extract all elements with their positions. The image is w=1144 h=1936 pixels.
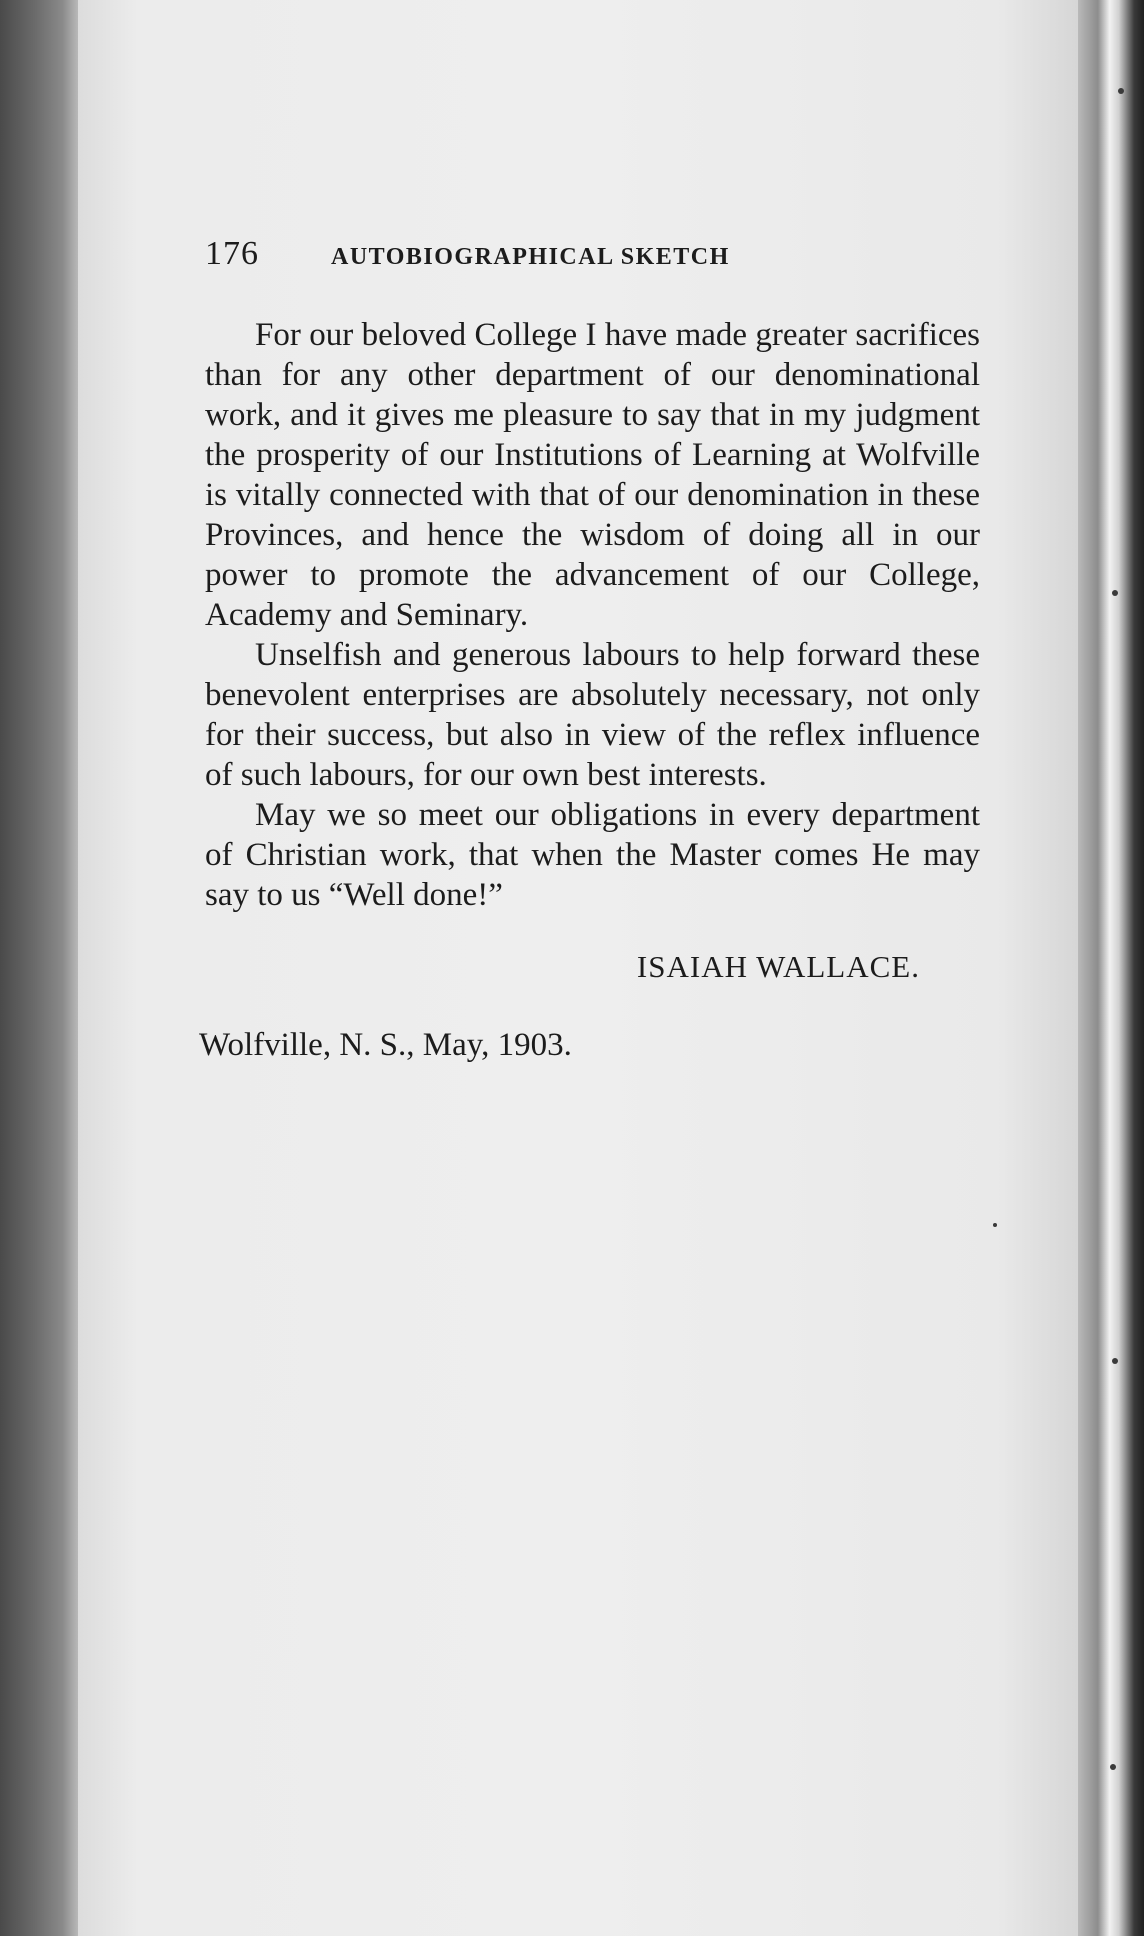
- running-head-title: [331, 243, 980, 271]
- page-text: [199, 235, 980, 1064]
- book-page-edge-right: [1078, 0, 1144, 1936]
- page-number: 176: [205, 235, 259, 272]
- scan-speck: [1110, 1764, 1116, 1770]
- scan-speck: [993, 1223, 997, 1227]
- body-paragraph: Unselfish and generous labours to help forward these benevolent enterprises are absolutely necessary, not only for their success, but also in view of the reflex influence of such labours, for our own best interests.: [205, 637, 980, 793]
- scan-speck: [1112, 590, 1118, 596]
- signature: ISAIAH WALLACE.: [636, 949, 920, 984]
- scan-speck: [1112, 1358, 1118, 1364]
- running-head-title-text: AUTOBIOGRAPHICAL SKETCH: [331, 244, 730, 270]
- body-paragraph: May we so meet our obligations in every department of Christian work, that when the Master comes He may say to us “Well done!”: [205, 797, 980, 913]
- running-head: [205, 235, 980, 291]
- book-spine-left: [0, 0, 78, 1936]
- dateline: Wolfville, N. S., May, 1903.: [199, 1027, 572, 1063]
- body-paragraph: For our beloved College I have made greater sacrifices than for any other department of our denominational work, and it gives me pleasure to say that in my judgment the prosperity of our Institutions of Learning at Wolfville is vitally connected with that of our denomination in these Provinces, and hence the wisdom of doing all in our power to promote the advancement of our College, Academy and Seminary.: [205, 317, 980, 633]
- scan-speck: [1118, 88, 1124, 94]
